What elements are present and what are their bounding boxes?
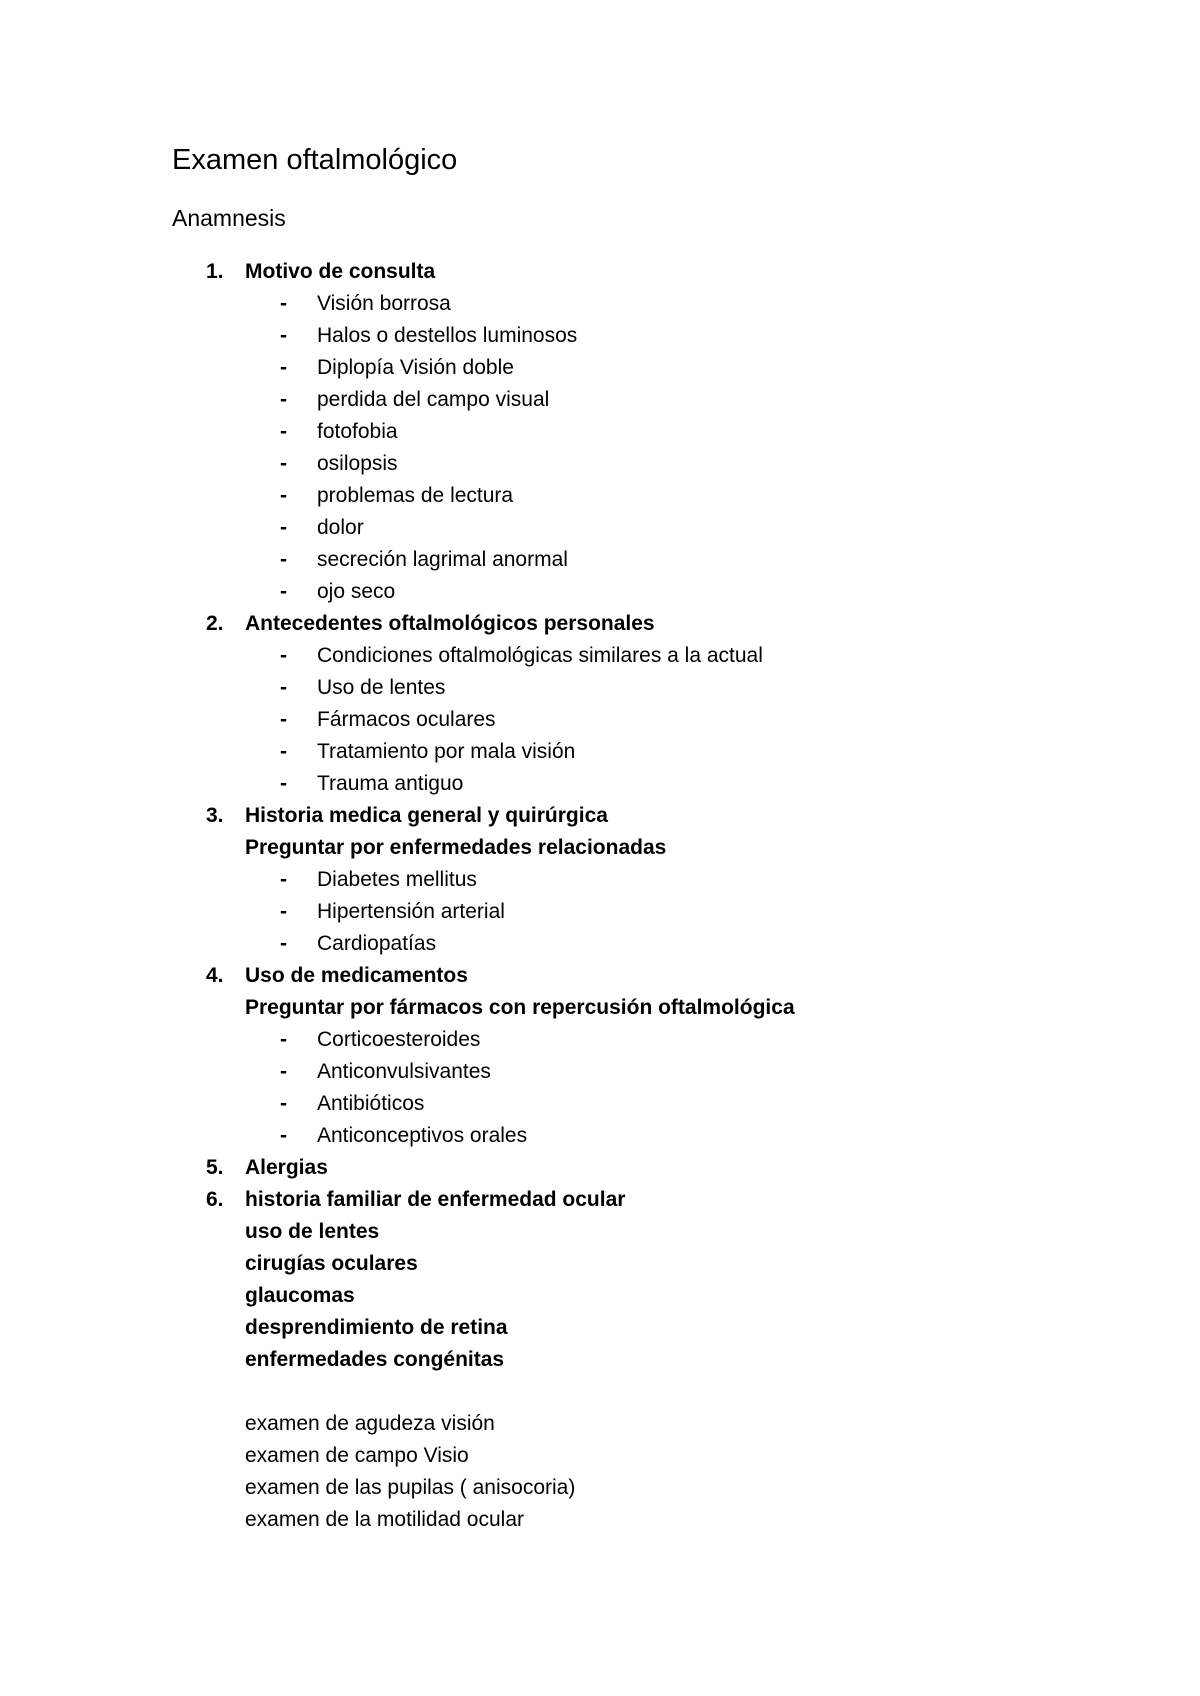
list-item-subheading bbox=[0, 1312, 1200, 1344]
bullet-item bbox=[0, 416, 1200, 448]
bullet-text: secreción lagrimal anormal bbox=[317, 548, 568, 571]
subheading-text: enfermedades congénitas bbox=[245, 1348, 505, 1371]
bullet-item bbox=[0, 320, 1200, 352]
bullet-dash: - bbox=[280, 900, 287, 923]
closing-line bbox=[0, 1472, 1200, 1504]
bullet-item bbox=[0, 576, 1200, 608]
bullet-dash: - bbox=[280, 548, 287, 571]
bullet-text: Tratamiento por mala visión bbox=[317, 740, 576, 763]
list-item-number: 6. bbox=[206, 1188, 224, 1211]
bullet-item bbox=[0, 544, 1200, 576]
bullet-text: Anticonceptivos orales bbox=[317, 1124, 528, 1147]
bullet-dash: - bbox=[280, 516, 287, 539]
blank-line bbox=[0, 1376, 1200, 1408]
list-item-title: historia familiar de enfermedad ocular bbox=[245, 1188, 626, 1211]
list-item-number: 3. bbox=[206, 804, 224, 827]
bullet-dash: - bbox=[280, 484, 287, 507]
bullet-item bbox=[0, 448, 1200, 480]
subheading-text: Preguntar por fármacos con repercusión oftalmológica bbox=[245, 996, 795, 1019]
section-heading-anamnesis: Anamnesis bbox=[172, 205, 286, 231]
bullet-item bbox=[0, 1088, 1200, 1120]
bullet-dash: - bbox=[280, 708, 287, 731]
bullet-dash: - bbox=[280, 452, 287, 475]
closing-line bbox=[0, 1408, 1200, 1440]
bullet-dash: - bbox=[280, 324, 287, 347]
list-item-title: Motivo de consulta bbox=[245, 260, 436, 283]
bullet-dash: - bbox=[280, 1092, 287, 1115]
bullet-item bbox=[0, 1056, 1200, 1088]
list-item-subheading bbox=[0, 992, 1200, 1024]
list-item-subheading bbox=[0, 832, 1200, 864]
bullet-item bbox=[0, 928, 1200, 960]
bullet-text: problemas de lectura bbox=[317, 484, 514, 507]
subheading-text: cirugías oculares bbox=[245, 1252, 418, 1275]
bullet-item bbox=[0, 288, 1200, 320]
bullet-text: Trauma antiguo bbox=[317, 772, 464, 795]
list-item-subheading bbox=[0, 1280, 1200, 1312]
bullet-item bbox=[0, 352, 1200, 384]
bullet-text: Visión borrosa bbox=[317, 292, 451, 315]
bullet-text: Fármacos oculares bbox=[317, 708, 496, 731]
list-item-heading bbox=[0, 608, 1200, 640]
bullet-dash: - bbox=[280, 1124, 287, 1147]
bullet-item bbox=[0, 736, 1200, 768]
subheading-text: Preguntar por enfermedades relacionadas bbox=[245, 836, 667, 859]
list-item-number: 2. bbox=[206, 612, 224, 635]
list-item-number: 4. bbox=[206, 964, 224, 987]
bullet-text: Uso de lentes bbox=[317, 676, 446, 699]
bullet-dash: - bbox=[280, 420, 287, 443]
closing-line-text: examen de las pupilas ( anisocoria) bbox=[245, 1476, 576, 1499]
bullet-dash: - bbox=[280, 644, 287, 667]
bullet-dash: - bbox=[280, 356, 287, 379]
bullet-text: Diabetes mellitus bbox=[317, 868, 477, 891]
bullet-item bbox=[0, 1024, 1200, 1056]
bullet-item bbox=[0, 896, 1200, 928]
list-item-title: Antecedentes oftalmológicos personales bbox=[245, 612, 655, 635]
bullet-text: Antibióticos bbox=[317, 1092, 425, 1115]
subheading-text: uso de lentes bbox=[245, 1220, 380, 1243]
bullet-text: Hipertensión arterial bbox=[317, 900, 505, 923]
subheading-text: glaucomas bbox=[245, 1284, 355, 1307]
bullet-item bbox=[0, 672, 1200, 704]
bullet-text: perdida del campo visual bbox=[317, 388, 550, 411]
list-item-heading bbox=[0, 1184, 1200, 1216]
closing-line-text: examen de agudeza visión bbox=[245, 1412, 495, 1435]
list-item-subheading bbox=[0, 1344, 1200, 1376]
list-item-heading bbox=[0, 256, 1200, 288]
bullet-text: Halos o destellos luminosos bbox=[317, 324, 578, 347]
bullet-dash: - bbox=[280, 932, 287, 955]
list-item-heading bbox=[0, 800, 1200, 832]
bullet-item bbox=[0, 768, 1200, 800]
list-item-number: 5. bbox=[206, 1156, 224, 1179]
bullet-dash: - bbox=[280, 676, 287, 699]
list-item-heading bbox=[0, 960, 1200, 992]
bullet-text: Corticoesteroides bbox=[317, 1028, 481, 1051]
bullet-item bbox=[0, 640, 1200, 672]
bullet-dash: - bbox=[280, 580, 287, 603]
list-item-number: 1. bbox=[206, 260, 224, 283]
list-item-heading bbox=[0, 1152, 1200, 1184]
bullet-text: dolor bbox=[317, 516, 364, 539]
list-item-title: Historia medica general y quirúrgica bbox=[245, 804, 608, 827]
bullet-text: osilopsis bbox=[317, 452, 398, 475]
bullet-dash: - bbox=[280, 1060, 287, 1083]
bullet-text: Cardiopatías bbox=[317, 932, 437, 955]
numbered-list bbox=[0, 256, 1200, 1536]
bullet-dash: - bbox=[280, 1028, 287, 1051]
closing-line bbox=[0, 1504, 1200, 1536]
bullet-item bbox=[0, 384, 1200, 416]
bullet-dash: - bbox=[280, 868, 287, 891]
closing-line bbox=[0, 1440, 1200, 1472]
bullet-dash: - bbox=[280, 772, 287, 795]
bullet-text: Condiciones oftalmológicas similares a la actual bbox=[317, 644, 763, 667]
bullet-item bbox=[0, 480, 1200, 512]
subheading-text: desprendimiento de retina bbox=[245, 1316, 508, 1339]
bullet-item bbox=[0, 864, 1200, 896]
list-item-subheading bbox=[0, 1248, 1200, 1280]
list-item-title: Uso de medicamentos bbox=[245, 964, 468, 987]
closing-line-text: examen de campo Visio bbox=[245, 1444, 469, 1467]
bullet-text: ojo seco bbox=[317, 580, 396, 603]
bullet-item bbox=[0, 704, 1200, 736]
bullet-item bbox=[0, 512, 1200, 544]
closing-line-text: examen de la motilidad ocular bbox=[245, 1508, 524, 1531]
bullet-dash: - bbox=[280, 388, 287, 411]
list-item-title: Alergias bbox=[245, 1156, 328, 1179]
bullet-text: Diplopía Visión doble bbox=[317, 356, 514, 379]
bullet-text: fotofobia bbox=[317, 420, 398, 443]
bullet-item bbox=[0, 1120, 1200, 1152]
bullet-text: Anticonvulsivantes bbox=[317, 1060, 491, 1083]
document-title: Examen oftalmológico bbox=[172, 144, 458, 176]
bullet-dash: - bbox=[280, 292, 287, 315]
list-item-subheading bbox=[0, 1216, 1200, 1248]
bullet-dash: - bbox=[280, 740, 287, 763]
